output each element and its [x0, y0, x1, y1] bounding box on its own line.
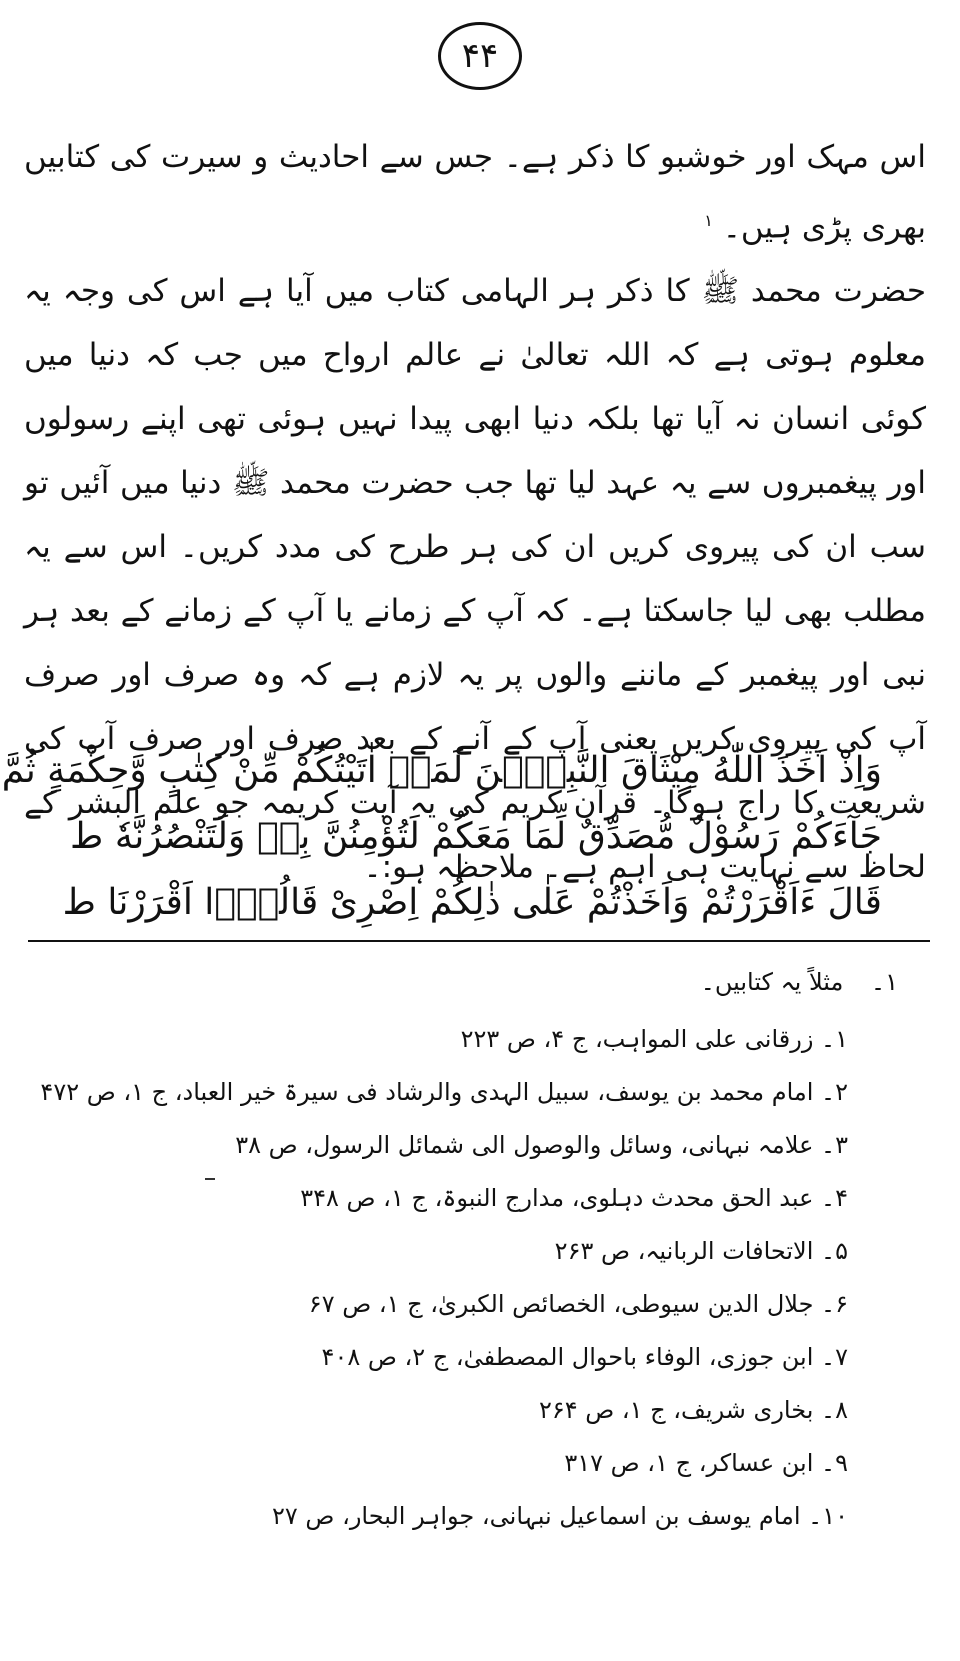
footnote-divider	[28, 940, 930, 942]
footnote-heading	[120, 956, 898, 1009]
footnote-number: ۱۔	[871, 968, 898, 996]
reference-item: ۵۔ الاتحافات الربانیہ، ص ۲۶۳	[554, 1237, 848, 1265]
verse-line-3: قَالَ ءَاَقْرَرْتُمْ وَاَخَذْتُمْ عَلٰى ذٰلِكُمْ اِصْرِىْ قَالُوْۤا اَقْرَرْنَا ط	[62, 882, 882, 923]
page-number: ۴۴	[438, 22, 522, 90]
paragraph-2-text: حضرت محمد ﷺ کا ذکر ہر الہامی کتاب میں آیا ہے اس کی وجہ یہ معلوم ہوتی ہے کہ اللہ تعالیٰ نے عالم ارواح میں جب کہ دنیا میں کوئی انسان نہ آیا تھا بلکہ دنیا ابھی پیدا نہیں ہوئی تھی اپنے رسولوں اور پیغمبروں سے یہ عہد لیا تھا جب حضرت محمد ﷺ دنیا میں آئیں تو سب ان کی پیروی کریں ان کی ہر طرح کی مدد کریں۔ اس سے یہ مطلب بھی لیا جاسکتا ہے۔ کہ آپ کے زمانے یا آپ کے زمانے کے بعد ہر نبی اور پیغمبر کے ماننے والوں پر یہ لازم ہے کہ وہ صرف اور صرف آپ کی پیروی کریں یعنی آپ کے آنے کے بعد صرف اور صرف آپ کی شریعت کا راج ہوگا۔ قرآن کریم کی یہ آیت کریمہ جو علم البشر کے لحاظ سے نہایت ہی اہم ہے۔ ملاحظہ ہو:۔	[24, 273, 926, 886]
reference-list	[40, 1013, 898, 1543]
quranic-verse	[1, 738, 882, 936]
reference-item: ۷۔ ابن جوزی، الوفاء باحوال المصطفیٰ، ج ۲، ص ۴۰۸	[321, 1343, 848, 1371]
footnote-marker: ۱	[704, 211, 713, 230]
page-number-container	[0, 22, 960, 90]
paragraph-1-text: اس مہک اور خوشبو کا ذکر ہے۔ جس سے احادیث و سیرت کی کتابیں بھری پڑی ہیں۔	[24, 139, 926, 246]
reference-item: ۸۔ بخاری شریف، ج ۱، ص ۲۶۴	[538, 1396, 848, 1424]
reference-item: ۳۔ علامہ نبہانی، وسائل والوصول الی شمائل الرسول، ص ۳۸	[235, 1131, 848, 1159]
stray-scan-mark	[205, 1178, 215, 1180]
reference-item: ۲۔ امام محمد بن یوسف، سبیل الہدی والرشاد فی سیرۃ خیر العباد، ج ۱، ص ۴۷۲	[40, 1078, 848, 1106]
reference-item: ۱۔ زرقانی علی المواہب، ج ۴، ص ۲۲۳	[460, 1025, 848, 1053]
footnote-heading-text: مثلاً یہ کتابیں۔	[700, 968, 844, 996]
reference-item: ۱۰۔ امام یوسف بن اسماعیل نبہانی، جواہر البحار، ص ۲۷	[272, 1502, 848, 1530]
reference-item: ۴۔ عبد الحق محدث دہلوی، مدارج النبوۃ، ج ۱، ص ۳۴۸	[300, 1184, 848, 1212]
footnotes-section	[40, 956, 898, 1543]
reference-item: ۶۔ جلال الدین سیوطی، الخصائص الکبریٰ، ج ۱، ص ۶۷	[308, 1290, 848, 1318]
reference-item: ۹۔ ابن عساکر، ج ۱، ص ۳۱۷	[564, 1449, 848, 1477]
verse-line-1: وَاِذْ اَخَذَ اللّٰهُ مِيْثَاقَ النَّبِيّٖنَ لَمَاۤ اٰتَيْتُكُمْ مِّنْ كِتٰبٍ وَّحِكْمَةٍ ثُمَّ	[1, 750, 882, 791]
paragraph-1	[24, 125, 926, 259]
verse-line-2: جَآءَكُمْ رَسُوْلٌ مُّصَدِّقٌ لِّمَا مَعَكُمْ لَتُؤْمِنُنَّ بِهٖ وَلَتَنْصُرُنَّهٗ ط	[70, 816, 882, 857]
